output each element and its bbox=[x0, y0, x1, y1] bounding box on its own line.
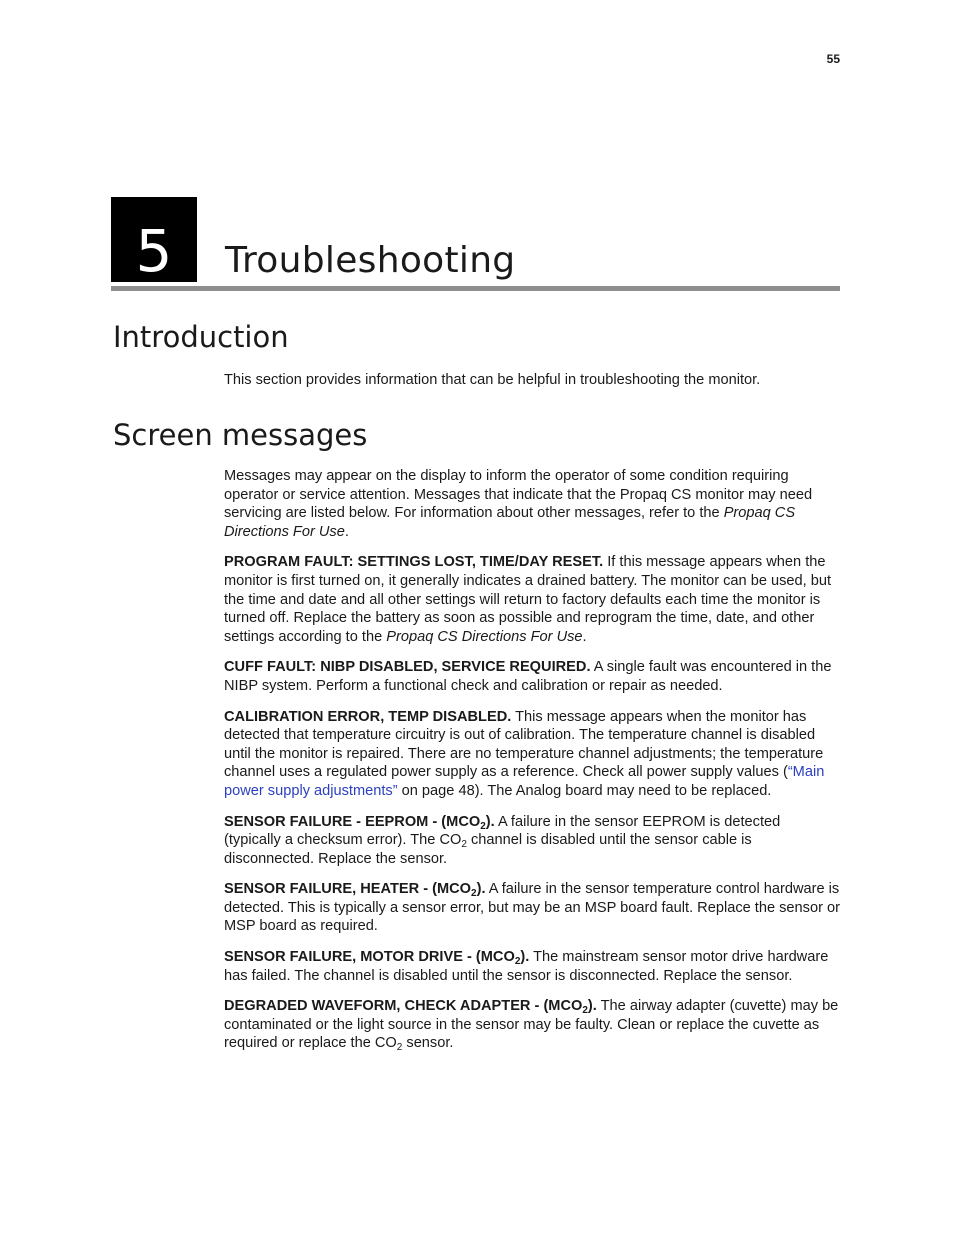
title-part: SENSOR FAILURE - EEPROM - (MCO bbox=[224, 813, 481, 830]
message-sensor-failure-heater bbox=[224, 880, 840, 936]
title-part: SENSOR FAILURE, HEATER - (MCO bbox=[224, 881, 472, 898]
page-number: 55 bbox=[826, 52, 840, 66]
title-subscript: 2 bbox=[480, 820, 486, 832]
message-end: . bbox=[582, 628, 587, 645]
message-text: channel is disabled until the sensor cable is disconnected. Replace the sensor. bbox=[224, 832, 752, 867]
title-subscript: 2 bbox=[514, 956, 521, 968]
title-part: ). bbox=[485, 813, 495, 830]
message-sensor-failure-eeprom bbox=[224, 813, 840, 869]
screen-messages-heading: Screen messages bbox=[113, 418, 368, 452]
message-text: If this message appears when the monitor is first turned on, it generally indicates a drained battery. The monitor can be used, but the time and date and all other settings will return to factory defaults each time the monitor is turned off. Replace the battery as soon as possible and reprogram the time, date, and other settings according to the bbox=[224, 554, 832, 645]
title-part: SENSOR FAILURE, MOTOR DRIVE - (MCO bbox=[224, 949, 515, 966]
title-part: DEGRADED WAVEFORM, CHECK ADAPTER - (MCO bbox=[224, 998, 583, 1015]
title-part: ). bbox=[476, 881, 486, 898]
message-title bbox=[224, 998, 597, 1017]
chapter-number: 5 bbox=[135, 217, 173, 285]
title-subscript: 2 bbox=[471, 888, 477, 900]
text-subscript: 2 bbox=[396, 1042, 403, 1054]
introduction-text: This section provides information that can be helpful in troubleshooting the monitor. bbox=[224, 372, 761, 388]
message-title bbox=[224, 881, 486, 900]
message-text: sensor. bbox=[402, 1035, 454, 1052]
message-text: The airway adapter (cuvette) may be contaminated or the light source in the sensor may be faulty. Clean or replace the cuvette as required or replace the CO bbox=[224, 998, 839, 1052]
main-power-supply-link[interactable]: “Main power supply adjustments” bbox=[224, 764, 825, 799]
intro-end: . bbox=[344, 523, 349, 540]
chapter-rule bbox=[111, 286, 840, 291]
message-text: A failure in the sensor temperature control hardware is detected. This is typically a sensor error, but may be an MSP board fault. Replace the sensor or MSP board as required. bbox=[224, 881, 840, 935]
message-text: The mainstream sensor motor drive hardware has failed. The channel is disabled until the sensor is disconnected. Replace the sensor. bbox=[224, 949, 829, 984]
message-text: This message appears when the monitor has detected that temperature circuitry is out of calibration. The temperature channel is disabled until the monitor is repaired. There are no temperature channel adjustments; the temperature channel uses a regulated power supply as a reference. Check all power supply values ( bbox=[224, 708, 824, 781]
message-title: CUFF FAULT: NIBP DISABLED, SERVICE REQUIRED. bbox=[224, 659, 591, 676]
text-subscript: 2 bbox=[461, 839, 467, 851]
directions-ref: Propaq CS Directions For Use bbox=[224, 505, 796, 540]
message-text: A single fault was encountered in the NIBP system. Perform a functional check and calibration or repair as needed. bbox=[224, 659, 832, 694]
message-sensor-failure-motor bbox=[224, 948, 840, 985]
message-text: A failure in the sensor EEPROM is detected (typically a checksum error). The CO bbox=[224, 813, 781, 849]
message-title: PROGRAM FAULT: SETTINGS LOST, TIME/DAY RESET. bbox=[224, 554, 604, 571]
message-program-fault bbox=[224, 553, 840, 646]
message-cuff-fault bbox=[224, 658, 840, 695]
introduction-heading: Introduction bbox=[113, 320, 289, 354]
message-title: CALIBRATION ERROR, TEMP DISABLED. bbox=[224, 708, 512, 725]
message-degraded-waveform bbox=[224, 997, 840, 1053]
message-title bbox=[224, 949, 530, 968]
screen-messages-intro bbox=[224, 467, 840, 541]
title-subscript: 2 bbox=[582, 1005, 588, 1017]
title-part: ). bbox=[520, 949, 530, 966]
screen-messages-content bbox=[224, 467, 840, 1065]
chapter-number-box bbox=[111, 197, 197, 285]
directions-ref: Propaq CS Directions For Use bbox=[386, 628, 583, 645]
message-end: on page 48). The Analog board may need to be replaced. bbox=[397, 782, 772, 799]
message-calibration-error bbox=[224, 708, 840, 801]
title-part: ). bbox=[587, 998, 597, 1015]
message-title bbox=[224, 814, 495, 830]
intro-text: Messages may appear on the display to inform the operator of some condition requiring operator or service attention. Messages that indicate that the Propaq CS monitor may need servicing are listed below. For information about other messages, refer to the bbox=[224, 468, 813, 522]
chapter-title: Troubleshooting bbox=[225, 240, 516, 281]
